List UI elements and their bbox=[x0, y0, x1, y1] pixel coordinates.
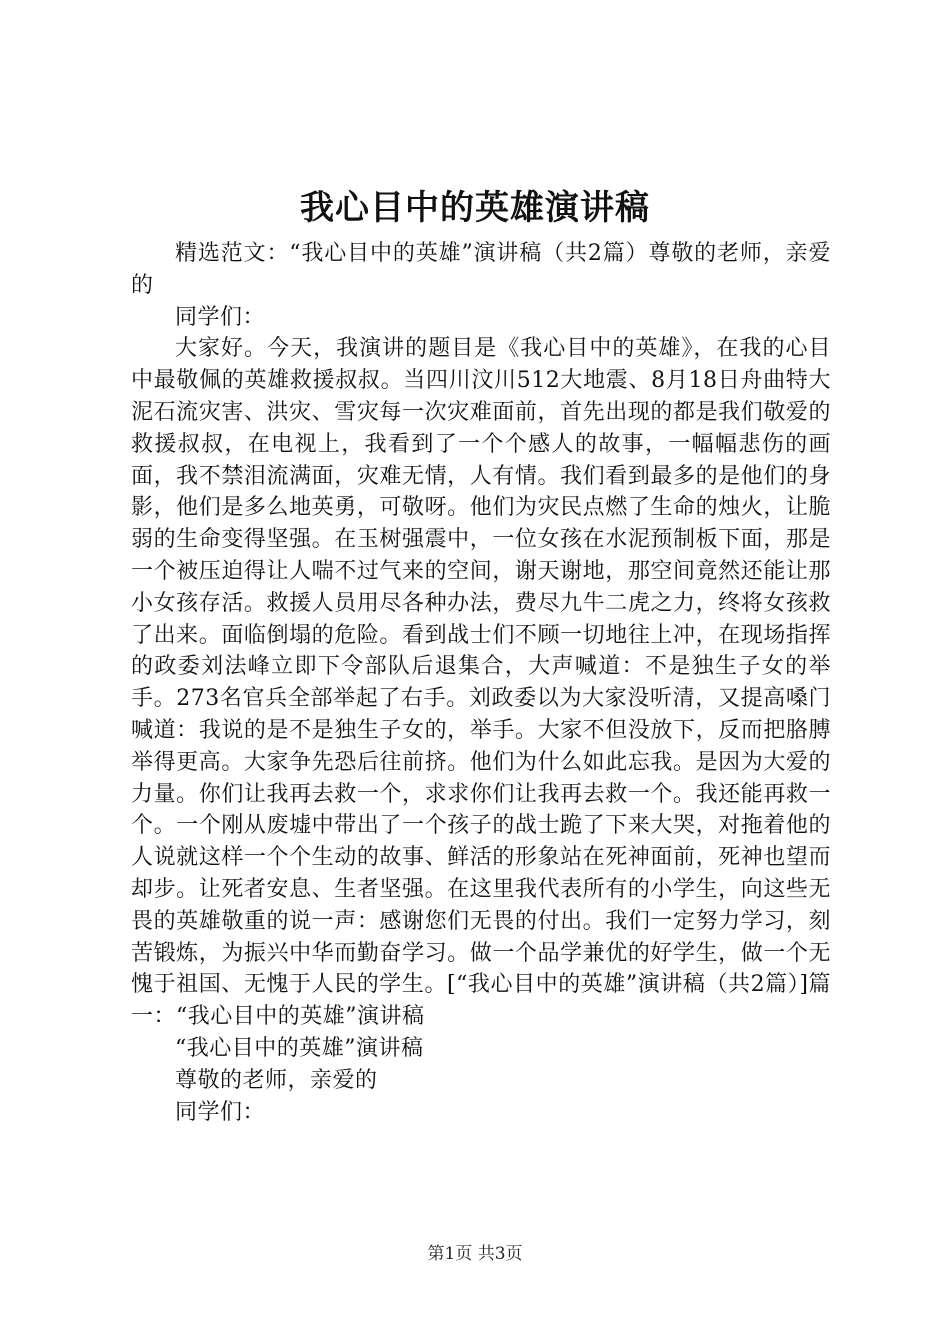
document-body bbox=[131, 238, 831, 1128]
document-title: 我心目中的英雄演讲稿 bbox=[300, 188, 650, 228]
paragraph-intro: 精选范文：“我心目中的英雄”演讲稿（共2篇）尊敬的老师，亲爱的 bbox=[131, 241, 831, 298]
paragraph-speech-title: “我心目中的英雄”演讲稿 bbox=[175, 1035, 424, 1061]
paragraph-speech-body: 大家好。今天，我演讲的题目是《我心目中的英雄》，在我的心目中最敬佩的英雄救援叔叔。当四川汶川512大地震、8月18日舟曲特大泥石流灾害、洪灾、雪灾每一次灾难面前，首先出现的都是我们敬爱的救援叔叔，在电视上，我看到了一个个感人的故事，一幅幅悲伤的画面，我不禁泪流满面，灾难无情，人有情。我们看到最多的是他们的身影，他们是多么地英勇，可敬呀。他们为灾民点燃了生命的烛火，让脆弱的生命变得坚强。在玉树强震中，一位女孩在水泥预制板下面，那是一个被压迫得让人喘不过气来的空间，谢天谢地，那空间竟然还能让那小女孩存活。救援人员用尽各种办法，费尽九牛二虎之力，终将女孩救了出来。面临倒塌的危险。看到战士们不顾一切地往上冲，在现场指挥的政委刘法峰立即下令部队后退集合，大声喊道：不是独生子女的举手。273名官兵全部举起了右手。刘政委以为大家没听清，又提高嗓门喊道：我说的是不是独生子女的，举手。大家不但没放下，反而把胳膊举得更高。大家争先恐后往前挤。他们为什么如此忘我。是因为大爱的力量。你们让我再去救一个，求求你们让我再去救一个。我还能再救一个。一个刚从废墟中带出了一个孩子的战士跪了下来大哭，对拖着他的人说就这样一个个生动的故事、鲜活的形象站在死神面前，死神也望而却步。让死者安息、生者坚强。在这里我代表所有的小学生，向这些无畏的英雄敬重的说一声：感谢您们无畏的付出。我们一定努力学习，刻苦锻炼，为振兴中华而勤奋学习。做一个品学兼优的好学生，做一个无愧于祖国、无愧于人民的学生。[“我心目中的英雄”演讲稿（共2篇）]篇一：“我心目中的英雄”演讲稿 bbox=[131, 336, 831, 1030]
page-number-footer: 第1页 共3页 bbox=[427, 1244, 523, 1264]
paragraph-greeting: 尊敬的老师，亲爱的 bbox=[175, 1067, 378, 1093]
paragraph-salutation-2: 同学们： bbox=[175, 1099, 266, 1125]
paragraph-salutation: 同学们： bbox=[175, 304, 266, 330]
